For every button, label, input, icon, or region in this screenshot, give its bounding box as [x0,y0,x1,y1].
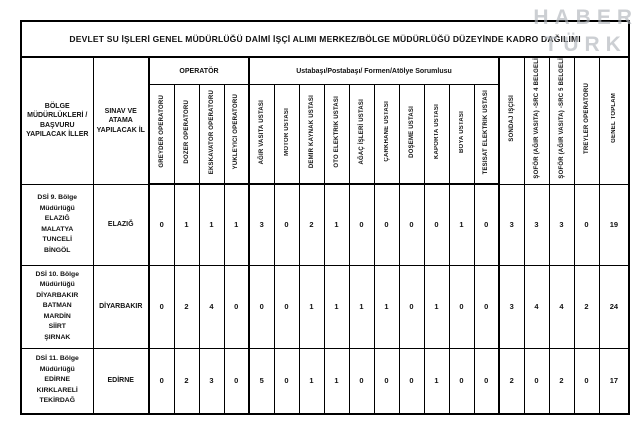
value-cell-0: 0 [149,265,174,348]
title-row [21,21,629,57]
value-cell-7: 1 [324,184,349,265]
value-cell-9: 1 [374,265,399,348]
exam-city-cell: ELAZIĞ [93,184,149,265]
value-cell-10: 0 [399,184,424,265]
column-header-label: ÇARKHANE USTASI [383,101,390,163]
region-line: DSİ 11. Bölge [35,355,79,363]
value-cell-1: 2 [174,348,199,414]
value-cell-8: 1 [349,265,374,348]
value-cell-17: 0 [574,184,599,265]
value-cell-13: 0 [474,184,499,265]
region-line: DİYARBAKIR [36,291,79,299]
value-cell-18: 24 [599,265,629,348]
value-cell-14: 3 [499,265,524,348]
region-line: TUNCELİ [42,236,72,244]
region-cell [21,184,93,265]
column-header-label: DEMİR KAYNAK USTASI [308,95,315,169]
region-line: Müdürlüğü [39,281,75,289]
region-line: DSİ 9. Bölge [37,194,78,201]
kadro-dagilimi-table [20,20,630,415]
value-cell-2: 3 [199,348,224,414]
table-row-1 [21,265,629,348]
value-cell-0: 0 [149,184,174,265]
exam-city-cell: DİYARBAKIR [93,265,149,348]
value-cell-7: 1 [324,265,349,348]
value-cell-15: 4 [524,265,549,348]
region-line: EDİRNE [44,376,71,384]
column-header-7 [324,85,349,184]
column-header-label: ŞOFÖR (AĞIR VASITA) -SRC 4 BELGELİ [533,58,540,179]
column-header-label: KAPORTA USTASI [433,104,440,160]
value-cell-1: 2 [174,265,199,348]
value-cell-4: 0 [249,265,274,348]
region-line: BİNGÖL [44,246,71,254]
column-header-5 [274,85,299,184]
column-header-treyler-operatoru [574,57,599,184]
column-header-sofor-src5 [549,57,574,184]
region-line: MARDİN [43,312,71,320]
value-cell-11: 0 [424,184,449,265]
region-line: Müdürlüğü [39,204,75,212]
value-cell-14: 2 [499,348,524,414]
value-cell-4: 3 [249,184,274,265]
region-line: MALATYA [41,225,74,233]
column-header-10 [399,85,424,184]
region-line: ŞIRNAK [44,333,71,341]
column-header-sofor-src4 [524,57,549,184]
region-column-header: BÖLGE MÜDÜRLÜKLERİ / BAŞVURU YAPILACAK İLLER [21,57,93,184]
column-header-0 [149,85,174,184]
column-header-genel-toplam [599,57,629,184]
region-line: KIRKLARELİ [36,386,78,394]
value-cell-11: 1 [424,348,449,414]
column-header-label: SONDAJ İŞÇİSİ [508,94,515,142]
value-cell-16: 4 [549,265,574,348]
column-header-label: YÜKLEYİCİ OPERATÖRÜ [233,94,240,170]
value-cell-12: 0 [449,348,474,414]
value-cell-15: 3 [524,184,549,265]
value-cell-10: 0 [399,265,424,348]
region-line: TEKİRDAĞ [39,397,75,405]
watermark-line-1: HABER [533,6,638,29]
exam-city-column-header: SINAV VE ATAMA YAPILACAK İL [93,57,149,184]
region-line: Müdürlüğü [39,365,75,373]
value-cell-18: 17 [599,348,629,414]
column-header-label: ŞOFÖR (AĞIR VASITA) -SRC 5 BELGELİ [558,58,565,179]
value-cell-0: 0 [149,348,174,414]
column-header-sondaj-iscisi [499,57,524,184]
value-cell-6: 1 [299,348,324,414]
value-cell-18: 19 [599,184,629,265]
column-header-11 [424,85,449,184]
group-header-row [21,57,629,85]
column-header-label: OTO ELEKTRİK USTASI [333,95,340,168]
column-header-2 [199,85,224,184]
value-cell-6: 2 [299,184,324,265]
region-line: DSİ 10. Bölge [35,270,79,278]
value-cell-8: 0 [349,348,374,414]
region-cell [21,348,93,414]
column-header-label: TREYLER OPERATÖRÜ [583,82,590,154]
region-line: SİİRT [48,323,66,331]
column-header-label: GREYDER OPERATÖRÜ [158,95,165,169]
watermark-line-2: TÜRK [544,33,627,57]
value-cell-3: 1 [224,184,249,265]
column-header-4 [249,85,274,184]
value-cell-7: 1 [324,348,349,414]
value-cell-2: 4 [199,265,224,348]
value-cell-2: 1 [199,184,224,265]
column-header-label: DÖŞEME USTASI [408,105,415,158]
column-header-1 [174,85,199,184]
value-cell-3: 0 [224,265,249,348]
exam-city-cell: EDİRNE [93,348,149,414]
region-line: BATMAN [42,302,72,310]
column-header-label: GENEL TOPLAM [610,93,617,144]
column-header-8 [349,85,374,184]
table-row-2 [21,348,629,414]
value-cell-10: 0 [399,348,424,414]
table-row-0 [21,184,629,265]
value-cell-16: 3 [549,184,574,265]
column-header-label: DOZER OPERATÖRÜ [183,99,190,164]
column-header-12 [449,85,474,184]
region-cell [21,265,93,348]
value-cell-5: 0 [274,184,299,265]
value-cell-5: 0 [274,348,299,414]
column-header-9 [374,85,399,184]
column-header-3 [224,85,249,184]
column-header-6 [299,85,324,184]
value-cell-5: 0 [274,265,299,348]
column-header-label: AĞAÇ İŞLERİ USTASI [358,99,365,165]
value-cell-6: 1 [299,265,324,348]
value-cell-3: 0 [224,348,249,414]
column-header-label: MOTOR USTASI [283,107,290,156]
value-cell-14: 3 [499,184,524,265]
value-cell-4: 5 [249,348,274,414]
column-header-label: TESİSAT ELEKTRİK USTASI [483,89,490,174]
value-cell-16: 2 [549,348,574,414]
column-header-label: AĞIR VASITA USTASI [258,99,265,164]
value-cell-13: 0 [474,265,499,348]
ustabasi-group-header: Ustabaşı/Postabaşı/ Formen/Atölye Sorumlusu [249,57,499,85]
column-header-label: EKSKAVATÖR OPERATÖRÜ [208,89,215,174]
value-cell-9: 0 [374,184,399,265]
value-cell-13: 0 [474,348,499,414]
value-cell-12: 1 [449,184,474,265]
column-header-13 [474,85,499,184]
value-cell-11: 1 [424,265,449,348]
region-line: ELAZIĞ [44,215,70,223]
value-cell-8: 0 [349,184,374,265]
column-header-label: BOYA USTASI [458,110,465,153]
value-cell-15: 0 [524,348,549,414]
table-title: DEVLET SU İŞLERİ GENEL MÜDÜRLÜĞÜ DAİMİ İŞÇİ ALIMI MERKEZ/BÖLGE MÜDÜRLÜĞÜ DÜZEYİNDE KADRO DAĞILIMI [21,21,629,57]
value-cell-17: 0 [574,348,599,414]
operator-group-header: OPERATÖR [149,57,249,85]
value-cell-1: 1 [174,184,199,265]
value-cell-17: 2 [574,265,599,348]
value-cell-9: 0 [374,348,399,414]
value-cell-12: 0 [449,265,474,348]
table-body [21,184,629,414]
